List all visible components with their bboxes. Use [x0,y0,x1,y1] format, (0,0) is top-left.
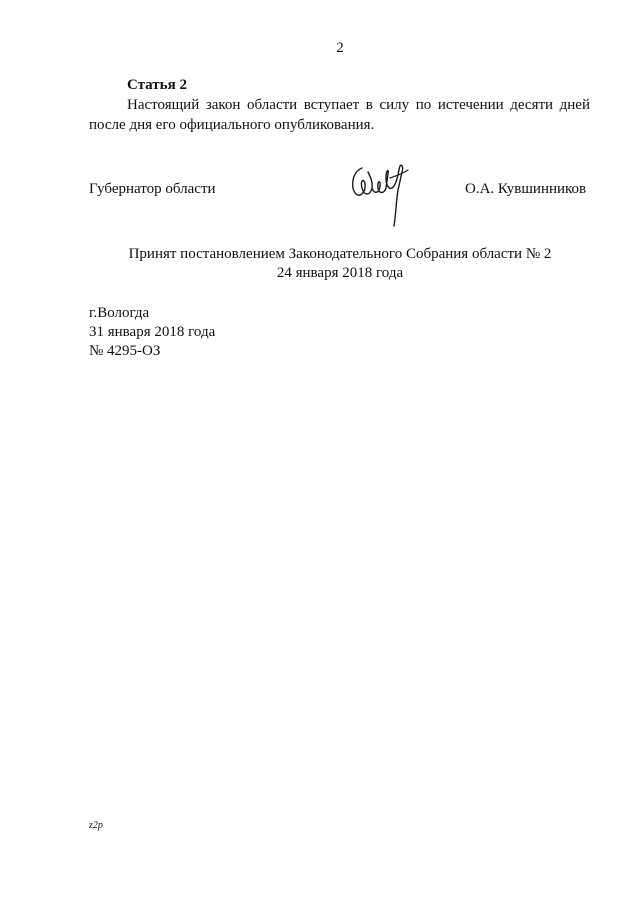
law-details [89,304,215,361]
law-number: № 4295-ОЗ [89,343,161,359]
article-heading: Статья 2 [127,77,187,93]
signatory-title: Губернатор области [89,181,216,197]
handwritten-signature [346,158,416,233]
footer-code: z2p [89,820,103,831]
article-text: Настоящий закон области вступает в силу по истечении десяти дней после дня его официального опубликования. [89,97,590,133]
adoption-note [0,245,640,283]
signature-block [0,178,640,228]
adoption-date: 24 января 2018 года [276,265,404,281]
city: г.Вологда [89,305,150,321]
signatory-name: О.А. Кувшинников [465,181,587,197]
page-number: 2 [336,40,344,56]
law-date: 31 января 2018 года [89,324,216,340]
adoption-resolution: Принят постановлением Законодательного Собрания области № 2 [128,246,552,262]
